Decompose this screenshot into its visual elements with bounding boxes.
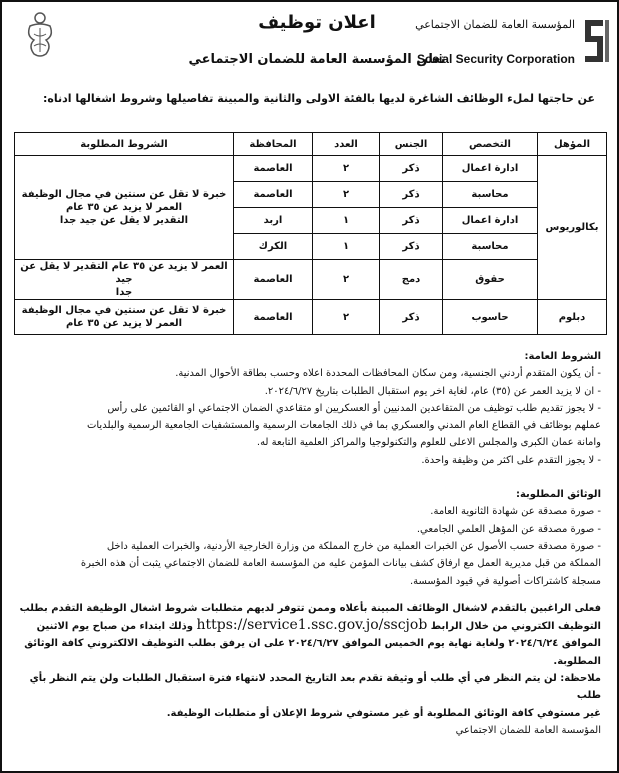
cell-governorate: العاصمة: [234, 156, 313, 182]
document-line: - صورة مصدقة عن شهادة الثانوية العامة.: [430, 506, 601, 518]
signature: المؤسسة العامة للضمان الاجتماعي: [455, 724, 601, 736]
cell-conditions: [15, 300, 234, 335]
general-condition-line: وامانة عمان الكبرى والمجلس الاعلى للعلوم والتكنولوجيا والمراكز العلمية التابعة له.: [256, 437, 601, 449]
general-conditions-heading: الشروط العامة:: [524, 351, 601, 362]
cell-gender: ذكر: [380, 234, 443, 260]
condition-line: العمر لا يزيد عن ٣٥ عام: [65, 202, 183, 213]
general-condition-line: - لا يجوز تقديم طلب توظيف من المتقاعدين المدنيين أو العسكريين او متقاعدي الضمان الاجتماعي او القائمين على رأس: [107, 402, 601, 414]
table-row: [15, 260, 607, 300]
application-link[interactable]: https://service1.ssc.gov.jo/sscjob: [196, 617, 428, 634]
state-seal: [16, 10, 64, 74]
general-condition-line: - لا يجوز التقدم على اكثر من وظيفة واحدة.: [421, 454, 601, 466]
cell-gender: دمج: [380, 260, 443, 300]
apply-line: فعلى الراغبين بالتقدم لاشغال الوظائف المبينة بأعلاه وممن تتوفر لديهم متطلبات شروط اشغال الوظيفة التقدم بطلب: [19, 602, 601, 614]
cell-qualification: دبلوم: [538, 300, 607, 335]
general-condition-line: - أن يكون المتقدم أردني الجنسية، ومن سكان المحافظات المحددة اعلاه وحسب بطاقة الأحوال المدنية.: [175, 368, 601, 380]
col-gender: الجنس: [380, 133, 443, 156]
cell-governorate: العاصمة: [234, 260, 313, 300]
col-governorate: المحافظة: [234, 133, 313, 156]
document-line: - صورة مصدقة حسب الأصول عن الخبرات العملية من خارج المملكة من وزارة الخارجية الأردنية، والخبرات العملية داخل: [106, 540, 601, 552]
org-name-en: Social Security Corporation: [416, 52, 575, 66]
intro-text: عن حاجتها لملء الوظائف الشاغرة لديها بالفئة الاولى والثانية والمبينة تفاصيلها وشروط اشغالها ادناه:: [42, 92, 595, 105]
cell-governorate: الكرك: [234, 234, 313, 260]
cell-gender: ذكر: [380, 300, 443, 335]
cell-count: ٢: [313, 300, 380, 335]
cell-conditions: [15, 260, 234, 300]
cell-specialty: محاسبة: [443, 182, 538, 208]
condition-line: التقدير لا يقل عن جيد جدا: [59, 215, 189, 226]
document-line: المملكة من قبل مديرية العمل مع ارفاق كشف بيانات المؤمن عليه من المؤسسة العامة للضمان الاجتماعي يثبت أن هذه الخبرة: [80, 558, 601, 570]
condition-line: العمر لا يزيد عن ٣٥ عام: [65, 318, 183, 329]
org-name-ar: المؤسسة العامة للضمان الاجتماعي: [415, 18, 575, 31]
apply-line: الموافق ٢٠٢٤/٦/٢٤ ولغاية نهاية يوم الخميس الموافق ٢٠٢٤/٦/٢٧ على ان يرفق بطلب التوظيف الالكتروني كافة الوثائق: [24, 638, 601, 650]
col-conditions: الشروط المطلوبة: [15, 133, 234, 156]
cell-gender: ذكر: [380, 208, 443, 234]
apply-line-post: وذلك ابتداء من صباح يوم الاثنين: [36, 621, 194, 633]
condition-line: جدا: [115, 287, 133, 298]
page-subtitle: تعلن المؤسسة العامة للضمان الاجتماعي: [188, 52, 446, 67]
apply-line: [13, 617, 601, 635]
cell-specialty: محاسبة: [443, 234, 538, 260]
cell-conditions: [15, 156, 234, 260]
document-line: مسجلة كاشتراكات أصولية في قيود المؤسسة.: [409, 575, 601, 587]
condition-line: خبرة لا تقل عن سنتين في مجال الوظيفة: [21, 305, 227, 316]
page-title: اعلان توظيف: [258, 12, 376, 33]
cell-governorate: العاصمة: [234, 300, 313, 335]
cell-qualification: بكالوريوس: [538, 156, 607, 300]
cell-count: ١: [313, 234, 380, 260]
note-line: غير مستوفي كافة الوثائق المطلوبة أو غير مستوفي شروط الإعلان أو متطلبات الوظيفة.: [166, 707, 601, 719]
cell-specialty: حقوق: [443, 260, 538, 300]
cell-specialty: ادارة اعمال: [443, 208, 538, 234]
announcement-body: [13, 348, 601, 739]
cell-gender: ذكر: [380, 156, 443, 182]
col-count: العدد: [313, 133, 380, 156]
document-line: - صورة مصدقة عن المؤهل العلمي الجامعي.: [416, 523, 601, 535]
header: [2, 6, 617, 78]
cell-count: ٢: [313, 260, 380, 300]
cell-specialty: ادارة اعمال: [443, 156, 538, 182]
general-condition-line: عملهم بوظائف في القطاع العام المدني والعسكري بما في ذلك الجامعات الرسمية والمستشفيات الجامعية الرسمية والبلديات: [86, 420, 601, 432]
cell-count: ٢: [313, 156, 380, 182]
table-header-row: [15, 133, 607, 156]
table-row: [15, 300, 607, 335]
general-condition-line: - ان لا يزيد العمر عن (٣٥) عام، لغاية اخر يوم استقبال الطلبات بتاريخ ٢٠٢٤/٦/٢٧.: [264, 385, 601, 397]
col-specialty: التخصص: [443, 133, 538, 156]
cell-count: ١: [313, 208, 380, 234]
ssc-logo-icon: [581, 16, 611, 66]
apply-line: المطلوبة.: [553, 655, 601, 667]
cell-governorate: العاصمة: [234, 182, 313, 208]
col-qualification: المؤهل: [538, 133, 607, 156]
documents-heading: الوثائق المطلوبة:: [515, 489, 601, 501]
cell-gender: ذكر: [380, 182, 443, 208]
cell-governorate: اربد: [234, 208, 313, 234]
apply-line-pre: التوظيف الكتروني من خلال الرابط: [430, 621, 601, 633]
cell-specialty: حاسوب: [443, 300, 538, 335]
cell-count: ٢: [313, 182, 380, 208]
seal-icon: [16, 10, 64, 62]
table-row: [15, 156, 607, 182]
jobs-table: [14, 132, 607, 335]
condition-line: العمر لا يزيد عن ٣٥ عام التقدير لا يقل عن جيد: [20, 261, 228, 285]
note-line: ملاحظة: لن يتم النظر في أي طلب أو وثيقة تقدم بعد التاريخ المحدد لانتهاء فترة استقبال الطلبات ولن يتم النظر بأي طلب: [29, 673, 601, 702]
condition-line: خبرة لا تقل عن سنتين في مجال الوظيفة: [21, 189, 227, 200]
